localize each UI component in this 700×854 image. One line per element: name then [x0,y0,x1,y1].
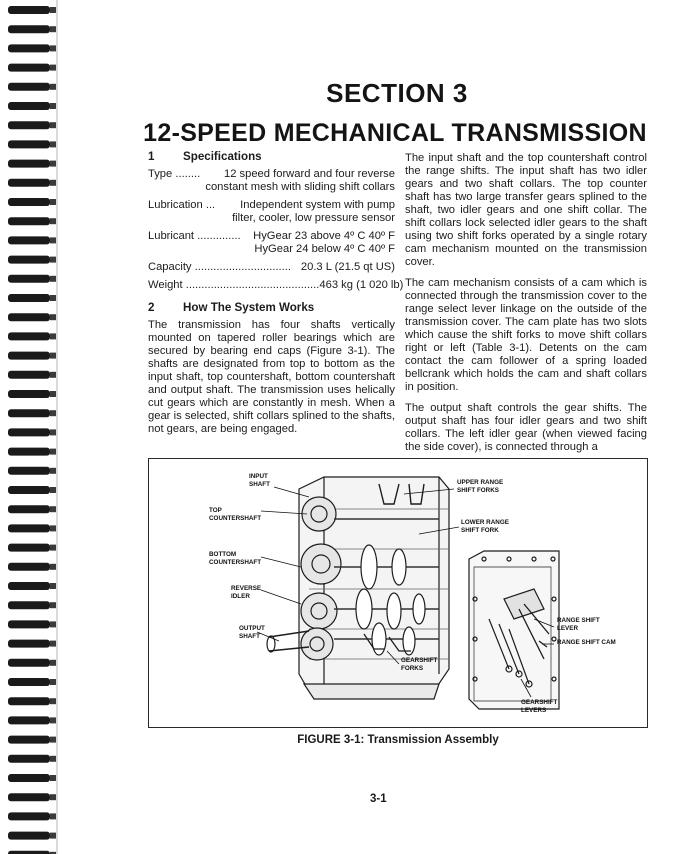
heading-number: 1 [148,150,155,163]
binding-coil [8,217,50,225]
spec-label: Capacity ............................... [148,261,291,273]
binding-coil [8,140,50,148]
binding-coil [8,64,50,72]
label-range-shift-lever: RANGE SHIFT LEVER [557,617,600,632]
label-gearshift-forks: GEARSHIFT FORKS [401,657,438,672]
binding-coil [8,659,50,667]
figure-frame [148,458,648,728]
binding-coil [8,409,50,417]
specifications-heading [148,150,395,163]
heading-text: How The System Works [183,301,315,314]
spec-value: 463 kg (1 020 lb) [319,279,404,291]
label-range-shift-cam: RANGE SHIFT CAM [557,639,616,646]
binding-coil [8,448,50,456]
spec-value: Independent system with pump [240,199,395,211]
figure-caption: FIGURE 3-1: Transmission Assembly [297,734,499,746]
binding-coil [8,275,50,283]
binding-coil [8,544,50,552]
label-output-shaft: OUTPUT SHAFT [239,625,265,640]
binding-coil [8,620,50,628]
binding-coil [8,736,50,744]
spec-label: Lubricant .............. [148,230,241,242]
binding-coil [8,44,50,52]
spec-lubrication [148,199,395,225]
binding-coil [8,582,50,590]
binding-coil [8,390,50,398]
binding-coil [8,313,50,321]
label-lower-range-fork: LOWER RANGE SHIFT FORK [461,519,509,534]
main-title: 12-SPEED MECHANICAL TRANSMISSION [143,119,647,147]
binding-coil [8,774,50,782]
left-column [148,148,404,444]
binding-coil [8,697,50,705]
label-input-shaft: INPUT SHAFT [249,473,270,488]
page-edge [56,0,58,854]
spec-label: Weight ........................................... [148,279,320,291]
binding-coil [8,236,50,244]
spec-value: 12 speed forward and four reverse [223,168,395,180]
spec-capacity [148,261,395,274]
binding-coil [8,524,50,532]
spec-label: Lubrication ... [148,199,216,211]
binding-coil [8,102,50,110]
how-it-works-heading [148,301,395,314]
title-block [140,78,650,148]
label-top-countershaft: TOP COUNTERSHAFT [209,507,262,522]
binding-coil [8,812,50,820]
binding-coil [8,563,50,571]
spec-value-cont: HyGear 24 below 4º C 40º F [254,243,395,255]
spec-lubricant [148,230,395,256]
spec-weight [148,279,404,292]
binding-coil [8,755,50,763]
binding-coil [8,832,50,840]
binding-coil [8,716,50,724]
spec-type [148,168,395,194]
right-column [405,152,647,462]
binding-coil [8,371,50,379]
heading-text: Specifications [183,150,262,163]
binding-coil [8,505,50,513]
binding-coil [8,294,50,302]
label-bottom-countershaft: BOTTOM COUNTERSHAFT [209,551,262,566]
binding-coil [8,121,50,129]
binding-coil [8,601,50,609]
spec-value: 20.3 L (21.5 qt US) [300,261,395,273]
spec-value: HyGear 23 above 4º C 40º F [253,230,395,242]
binding-coil [8,83,50,91]
label-gearshift-levers: GEARSHIFT LEVERS [521,699,558,714]
binding-coil [8,256,50,264]
binding-coil [8,198,50,206]
binding-coil [8,25,50,33]
binding-coil [8,486,50,494]
binding-coil [8,179,50,187]
binding-coil [8,428,50,436]
body-paragraph: The cam mechanism consists of a cam which is connected through the transmission cover to the range select lever linkage on the outside of the transmission cover. The cam plate has two slots which cause the shift forks to move shift collars right or left (Table 3-1). Detents on the cam contact the cam follower of a spring loaded bellcrank which holds the cam and shaft collars in position. [405,277,647,393]
binding-coil [8,352,50,360]
binding-coil [8,678,50,686]
binding-coil [8,467,50,475]
body-paragraph: The output shaft controls the gear shifts. The output shaft has four idler gears and two shift collars. The left idler gear (when viewed facing the side cover), is connected through a [405,402,647,453]
binding-coil [8,332,50,340]
section-title: SECTION 3 [326,78,468,108]
heading-number: 2 [148,301,155,314]
body-paragraph: The transmission has four shafts vertically mounted on tapered roller bearings which are secured by bearing end caps (Figure 3-1). The shafts are designated from top to bottom as the input shaft, top countershaft, bottom countershaft and output shaft. The transmission uses helically cut gears which are constantly in mesh. When a gear is selected, shift collars splined to the shafts, not gears, are being engaged. [148,319,395,435]
label-upper-range-forks: UPPER RANGE SHIFT FORKS [457,479,504,494]
label-reverse-idler: REVERSE IDLER [231,585,262,600]
body-paragraph: The input shaft and the top countershaft control the range shifts. The input shaft has two idler gears and two shaft collars. The top counter shaft has two large transfer gears splined to the shaft, two idler gears and one shift collar. The shift collars lock selected idler gears to the shaft using two shift forks operated by a single rotary cam mechanism mounted on the transmission cover. [405,152,647,268]
binding-coil [8,160,50,168]
page-number: 3-1 [370,793,387,805]
spec-value-cont: filter, cooler, low pressure sensor [232,212,395,224]
binding-coil [8,793,50,801]
binding-coil [8,640,50,648]
transmission-illustration [149,459,646,726]
spiral-binding [0,0,60,854]
spec-label: Type ........ [148,168,201,180]
binding-coil [8,6,50,14]
spec-value-cont: constant mesh with sliding shift collars [205,181,395,193]
